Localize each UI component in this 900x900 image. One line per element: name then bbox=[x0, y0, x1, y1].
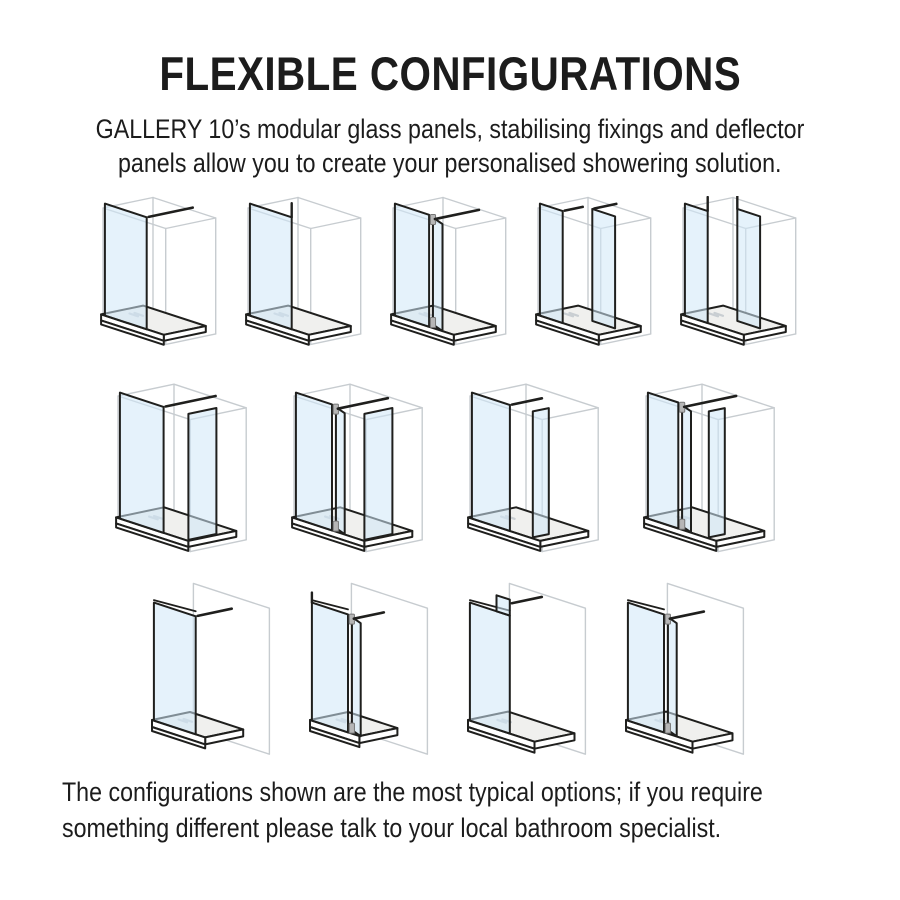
config-panel-with-deflector bbox=[383, 196, 518, 364]
config-panel-with-ceiling-post bbox=[238, 196, 373, 364]
subtitle-line-2: panels allow you to create your personalised showering solution. bbox=[118, 148, 782, 178]
config-panel-with-side-screen bbox=[458, 382, 618, 572]
config-drawing-wall-panel-top-deflector bbox=[454, 580, 604, 762]
config-drawing-corner-panel-deflector-return bbox=[282, 382, 442, 572]
config-drawing-wall-panel-deflector bbox=[296, 580, 446, 762]
config-drawing-wall-panel-deflector-walk-in bbox=[612, 580, 762, 762]
configurations-row-1 bbox=[0, 196, 900, 364]
config-panel-deflector-side-screen bbox=[634, 382, 794, 572]
footer-line-1: The configurations shown are the most typical options; if you require bbox=[62, 777, 763, 807]
subtitle bbox=[0, 112, 900, 180]
config-drawing-panel-with-side-screen bbox=[458, 382, 618, 572]
config-drawing-wall-panel-support-bar bbox=[138, 580, 288, 762]
config-double-entry-ceiling-posts bbox=[673, 196, 808, 364]
config-double-entry-support-bars bbox=[528, 196, 663, 364]
subtitle-line-1: GALLERY 10’s modular glass panels, stabilising fixings and deflector bbox=[95, 114, 805, 144]
config-wall-panel-deflector bbox=[296, 580, 446, 762]
config-wall-panel-top-deflector bbox=[454, 580, 604, 762]
header bbox=[0, 0, 900, 180]
footer-note bbox=[62, 774, 900, 846]
config-drawing-panel-with-support-bar bbox=[93, 196, 228, 364]
config-wall-panel-support-bar bbox=[138, 580, 288, 762]
config-drawing-double-entry-ceiling-posts bbox=[673, 196, 808, 364]
config-drawing-panel-deflector-side-screen bbox=[634, 382, 794, 572]
configurations-row-2 bbox=[0, 382, 900, 572]
footer-line-2: something different please talk to your local bathroom specialist. bbox=[62, 813, 722, 843]
config-corner-panel-with-return bbox=[106, 382, 266, 572]
config-drawing-double-entry-support-bars bbox=[528, 196, 663, 364]
config-panel-with-support-bar bbox=[93, 196, 228, 364]
config-corner-panel-deflector-return bbox=[282, 382, 442, 572]
page-title bbox=[0, 48, 900, 100]
config-drawing-corner-panel-with-return bbox=[106, 382, 266, 572]
configurations-row-3 bbox=[0, 580, 900, 762]
page-title-text: FLEXIBLE CONFIGURATIONS bbox=[159, 47, 741, 100]
config-drawing-panel-with-deflector bbox=[383, 196, 518, 364]
config-wall-panel-deflector-walk-in bbox=[612, 580, 762, 762]
config-drawing-panel-with-ceiling-post bbox=[238, 196, 373, 364]
